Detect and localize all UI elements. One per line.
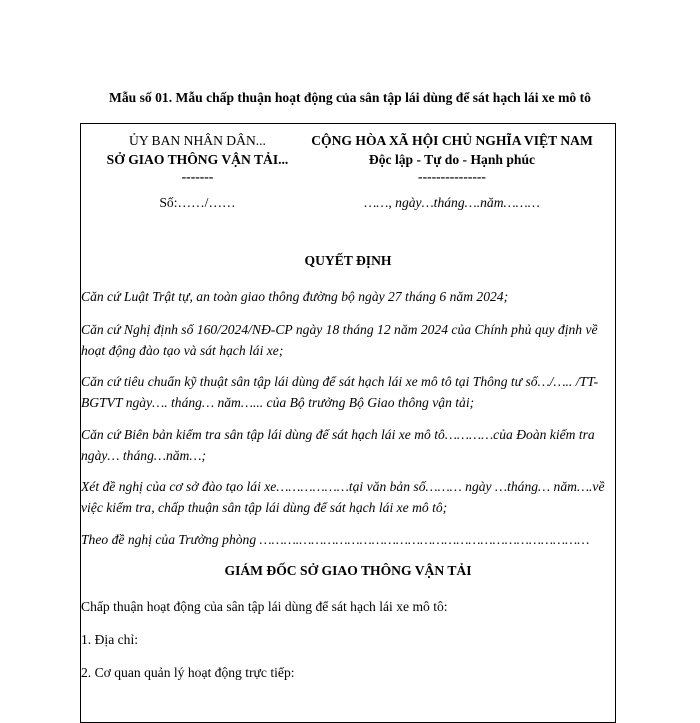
recital-1: Căn cứ Luật Trật tự, an toàn giao thông đường bộ ngày 27 tháng 6 năm 2024; [81,289,509,304]
address-item: 1. Địa chỉ: [81,632,139,647]
header-right-line2: Độc lập - Tự do - Hạnh phúc [368,152,536,167]
document-caption: Mẫu số 01. Mẫu chấp thuận hoạt động của sân tập lái dùng để sát hạch lái xe mô tô [109,90,591,105]
authority-heading: GIÁM ĐỐC SỞ GIAO THÔNG VẬN TẢI [224,563,472,578]
recital-3: Căn cứ tiêu chuẩn kỹ thuật sân tập lái dùng để sát hạch lái xe mô tô tại Thông tư số…/….. /TT-BGTVT ngày…. tháng… năm…... của Bộ trưởng Bộ Giao thông vận tải; [81,374,599,410]
header-left-line1: ỦY BAN NHÂN DÂN... [129,133,266,148]
document-date: ……, ngày…tháng….năm……… [364,195,540,210]
header-right-dashes: --------------- [418,169,486,184]
document-number: Số:……/…… [159,195,236,210]
header-left-line2: SỞ GIAO THÔNG VẬN TẢI... [106,152,289,167]
approval-statement: Chấp thuận hoạt động của sân tập lái dùng để sát hạch lái xe mô tô: [81,599,448,614]
recital-6: Theo đề nghị của Trưởng phòng ……….……………………………………………………………… [81,532,590,547]
header-right-line1: CỘNG HÒA XÃ HỘI CHỦ NGHĨA VIỆT NAM [311,133,593,148]
recital-2: Căn cứ Nghị định số 160/2024/NĐ-CP ngày 18 tháng 12 năm 2024 của Chính phủ quy định về hoạt động đào tạo và sát hạch lái xe; [81,322,598,358]
document-title: QUYẾT ĐỊNH [304,253,392,268]
recital-5: Xét đề nghị của cơ sở đào tạo lái xe………………tại văn bản số……… ngày …tháng… năm….về việc kiểm tra, chấp thuận sân tập lái dùng để sát hạch lái xe mô tô; [81,479,605,515]
managing-agency-item: 2. Cơ quan quản lý hoạt động trực tiếp: [81,665,295,680]
recital-4: Căn cứ Biên bản kiểm tra sân tập lái dùng để sát hạch lái xe mô tô…………của Đoàn kiểm tra ngày… tháng…năm…; [81,427,595,463]
header-left-dashes: ------- [181,169,214,184]
